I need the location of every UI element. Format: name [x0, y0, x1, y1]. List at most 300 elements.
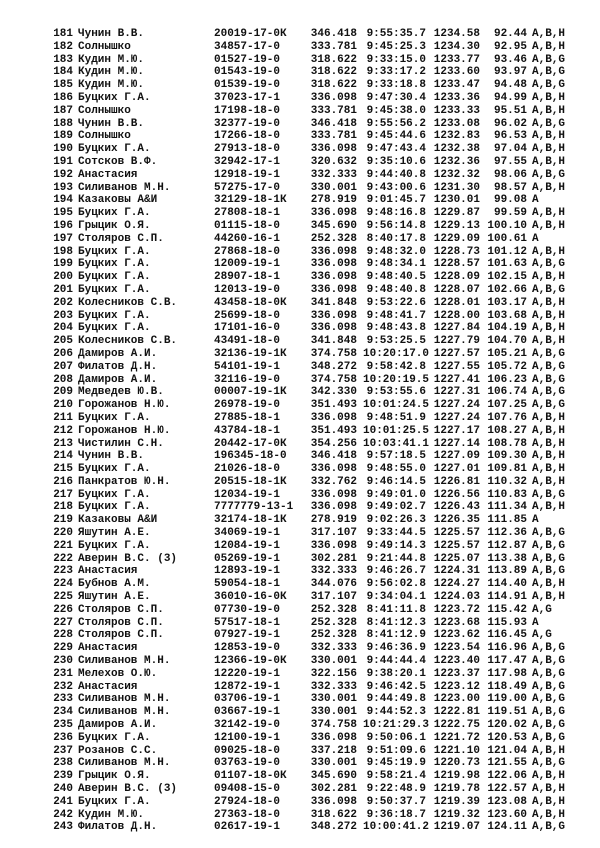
fancier-name-cell: Анастасия — [78, 565, 138, 578]
ring-number-cell: 12034-19-1 — [214, 488, 281, 501]
arrival-time-cell: 9:56:02.8 — [366, 578, 426, 591]
rank-cell: 241 — [53, 795, 73, 808]
fancier-name-cell: Чунин В.В. — [78, 450, 145, 463]
result-row — [0, 130, 600, 143]
result-row — [0, 540, 600, 553]
distance-cell: 336.098 — [310, 91, 357, 104]
rank-cell: 198 — [53, 245, 73, 258]
ring-number-cell: 12366-19-0К — [214, 655, 287, 668]
groups-cell: A,B,G — [532, 565, 566, 578]
fancier-name-cell: Буцких Г.А. — [78, 731, 151, 744]
points-cell: 104.70 — [487, 335, 527, 348]
ring-number-cell: 01543-19-0 — [214, 66, 281, 79]
distance-cell: 342.330 — [310, 386, 357, 399]
speed-cell: 1219.32 — [433, 808, 480, 821]
distance-cell: 332.762 — [310, 475, 357, 488]
ring-number-cell: 27363-18-0 — [214, 808, 281, 821]
arrival-time-cell: 10:03:41.1 — [363, 437, 430, 450]
distance-cell: 336.098 — [310, 245, 357, 258]
points-cell: 117.47 — [487, 655, 527, 668]
ring-number-cell: 12893-19-1 — [214, 565, 281, 578]
result-row — [0, 681, 600, 694]
speed-cell: 1229.09 — [433, 232, 480, 245]
groups-cell: A,B,G — [532, 552, 566, 565]
ring-number-cell: 43458-18-0К — [214, 296, 287, 309]
distance-cell: 278.919 — [310, 194, 357, 207]
speed-cell: 1223.54 — [433, 642, 480, 655]
points-cell: 108.27 — [487, 424, 527, 437]
distance-cell: 318.622 — [310, 53, 357, 66]
distance-cell: 252.328 — [310, 629, 357, 642]
rank-cell: 238 — [53, 757, 73, 770]
fancier-name-cell: Медведев Ю.В. — [78, 386, 164, 399]
arrival-time-cell: 9:45:19.9 — [366, 757, 426, 770]
arrival-time-cell: 9:33:15.0 — [366, 53, 426, 66]
points-cell: 119.51 — [487, 706, 527, 719]
points-cell: 120.53 — [487, 731, 527, 744]
groups-cell: A,B,H — [532, 808, 566, 821]
rank-cell: 225 — [53, 591, 73, 604]
result-row — [0, 374, 600, 387]
result-row — [0, 745, 600, 758]
result-row — [0, 194, 600, 207]
speed-cell: 1223.40 — [433, 655, 480, 668]
speed-cell: 1227.17 — [433, 424, 480, 437]
fancier-name-cell: Колесников С.В. — [78, 296, 178, 309]
result-row — [0, 693, 600, 706]
arrival-time-cell: 9:46:14.5 — [366, 475, 426, 488]
arrival-time-cell: 9:45:25.3 — [366, 40, 426, 53]
points-cell: 121.55 — [487, 757, 527, 770]
groups-cell: A,B,H — [532, 309, 566, 322]
distance-cell: 346.418 — [310, 117, 357, 130]
rank-cell: 237 — [53, 744, 73, 757]
rank-cell: 243 — [53, 821, 73, 834]
distance-cell: 345.690 — [310, 219, 357, 232]
result-row — [0, 489, 600, 502]
groups-cell: A,B,G — [532, 693, 566, 706]
distance-cell: 374.758 — [310, 719, 357, 732]
speed-cell: 1224.31 — [433, 565, 480, 578]
points-cell: 98.06 — [493, 168, 527, 181]
result-row — [0, 527, 600, 540]
result-row — [0, 770, 600, 783]
speed-cell: 1228.57 — [433, 258, 480, 271]
ring-number-cell: 37023-17-1 — [214, 91, 281, 104]
ring-number-cell: 01527-19-0 — [214, 53, 281, 66]
fancier-name-cell: Дамиров А.И. — [78, 719, 158, 732]
rank-cell: 211 — [53, 411, 73, 424]
fancier-name-cell: Анастасия — [78, 642, 138, 655]
arrival-time-cell: 9:46:42.5 — [366, 680, 426, 693]
fancier-name-cell: Чунин В.В. — [78, 117, 145, 130]
arrival-time-cell: 9:33:18.8 — [366, 79, 426, 92]
groups-cell: A,B,H — [532, 424, 566, 437]
groups-cell: A,B,H — [532, 501, 566, 514]
rank-cell: 235 — [53, 719, 73, 732]
arrival-time-cell: 9:48:55.0 — [366, 463, 426, 476]
speed-cell: 1225.07 — [433, 552, 480, 565]
ring-number-cell: 32116-19-0 — [214, 373, 281, 386]
speed-cell: 1226.35 — [433, 514, 480, 527]
points-cell: 99.59 — [493, 207, 527, 220]
points-cell: 122.57 — [487, 783, 527, 796]
speed-cell: 1221.10 — [433, 744, 480, 757]
fancier-name-cell: Буцких Г.А. — [78, 143, 151, 156]
result-row — [0, 105, 600, 118]
rank-cell: 183 — [53, 53, 73, 66]
groups-cell: A,B,G — [532, 168, 566, 181]
ring-number-cell: 21026-18-0 — [214, 463, 281, 476]
arrival-time-cell: 9:57:18.5 — [366, 450, 426, 463]
points-cell: 100.61 — [487, 232, 527, 245]
distance-cell: 330.001 — [310, 693, 357, 706]
groups-cell: A,B,H — [532, 28, 566, 40]
result-row — [0, 438, 600, 451]
speed-cell: 1219.07 — [433, 821, 480, 834]
rank-cell: 196 — [53, 219, 73, 232]
speed-cell: 1224.27 — [433, 578, 480, 591]
distance-cell: 374.758 — [310, 373, 357, 386]
points-cell: 98.57 — [493, 181, 527, 194]
points-cell: 108.78 — [487, 437, 527, 450]
result-row — [0, 783, 600, 796]
result-row — [0, 156, 600, 169]
ring-number-cell: 17101-16-0 — [214, 322, 281, 335]
distance-cell: 336.098 — [310, 207, 357, 220]
fancier-name-cell: Аверин В.С. (3) — [78, 783, 178, 796]
ring-number-cell: 12872-19-1 — [214, 680, 281, 693]
speed-cell: 1222.81 — [433, 706, 480, 719]
fancier-name-cell: Силиванов М.Н. — [78, 706, 171, 719]
rank-cell: 219 — [53, 514, 73, 527]
result-row — [0, 143, 600, 156]
points-cell: 92.44 — [493, 28, 527, 40]
points-cell: 97.04 — [493, 143, 527, 156]
distance-cell: 317.107 — [310, 527, 357, 540]
distance-cell: 354.256 — [310, 437, 357, 450]
points-cell: 118.49 — [487, 680, 527, 693]
ring-number-cell: 43491-18-0 — [214, 335, 281, 348]
ring-number-cell: 01539-19-0 — [214, 79, 281, 92]
fancier-name-cell: Буцких Г.А. — [78, 207, 151, 220]
speed-cell: 1233.08 — [433, 117, 480, 130]
groups-cell: A,G — [532, 629, 552, 642]
groups-cell: A,B,H — [532, 296, 566, 309]
arrival-time-cell: 9:45:44.6 — [366, 130, 426, 143]
ring-number-cell: 12220-19-1 — [214, 667, 281, 680]
fancier-name-cell: Столяров С.П. — [78, 629, 164, 642]
result-row — [0, 501, 600, 514]
rank-cell: 229 — [53, 642, 73, 655]
result-row — [0, 757, 600, 770]
speed-cell: 1232.83 — [433, 130, 480, 143]
points-cell: 124.11 — [487, 821, 527, 834]
arrival-time-cell: 9:49:01.0 — [366, 488, 426, 501]
points-cell: 123.60 — [487, 808, 527, 821]
distance-cell: 333.781 — [310, 40, 357, 53]
result-row — [0, 220, 600, 233]
rank-cell: 199 — [53, 258, 73, 271]
arrival-time-cell: 10:00:41.2 — [363, 821, 430, 834]
groups-cell: A,B,H — [532, 181, 566, 194]
result-row — [0, 809, 600, 822]
speed-cell: 1227.55 — [433, 360, 480, 373]
rank-cell: 217 — [53, 488, 73, 501]
ring-number-cell: 20515-18-1К — [214, 475, 287, 488]
distance-cell: 318.622 — [310, 808, 357, 821]
rank-cell: 213 — [53, 437, 73, 450]
rank-cell: 224 — [53, 578, 73, 591]
ring-number-cell: 26978-19-0 — [214, 399, 281, 412]
ring-number-cell: 27868-18-0 — [214, 245, 281, 258]
arrival-time-cell: 9:44:49.8 — [366, 693, 426, 706]
result-row — [0, 348, 600, 361]
fancier-name-cell: Буцких Г.А. — [78, 309, 151, 322]
rank-cell: 191 — [53, 155, 73, 168]
distance-cell: 336.098 — [310, 488, 357, 501]
rank-cell: 195 — [53, 207, 73, 220]
fancier-name-cell: Дамиров А.И. — [78, 373, 158, 386]
result-row — [0, 476, 600, 489]
rank-cell: 186 — [53, 91, 73, 104]
result-row — [0, 79, 600, 92]
distance-cell: 252.328 — [310, 603, 357, 616]
fancier-name-cell: Буцких Г.А. — [78, 488, 151, 501]
groups-cell: A,B,H — [532, 322, 566, 335]
arrival-time-cell: 9:44:40.8 — [366, 168, 426, 181]
arrival-time-cell: 10:20:17.0 — [363, 347, 430, 360]
groups-cell: A,B,H — [532, 450, 566, 463]
distance-cell: 336.098 — [310, 271, 357, 284]
arrival-time-cell: 9:50:37.7 — [366, 795, 426, 808]
points-cell: 112.36 — [487, 527, 527, 540]
distance-cell: 336.098 — [310, 501, 357, 514]
distance-cell: 332.333 — [310, 565, 357, 578]
arrival-time-cell: 9:53:55.6 — [366, 386, 426, 399]
result-row — [0, 425, 600, 438]
fancier-name-cell: Анастасия — [78, 168, 138, 181]
arrival-time-cell: 9:51:09.6 — [366, 744, 426, 757]
distance-cell: 318.622 — [310, 66, 357, 79]
points-cell: 111.85 — [487, 514, 527, 527]
result-row — [0, 565, 600, 578]
speed-cell: 1233.60 — [433, 66, 480, 79]
fancier-name-cell: Анастасия — [78, 680, 138, 693]
result-row — [0, 233, 600, 246]
rank-cell: 227 — [53, 616, 73, 629]
fancier-name-cell: Буцких Г.А. — [78, 501, 151, 514]
distance-cell: 336.098 — [310, 258, 357, 271]
arrival-time-cell: 9:48:51.9 — [366, 411, 426, 424]
fancier-name-cell: Колесников С.В. — [78, 335, 178, 348]
fancier-name-cell: Буцких Г.А. — [78, 271, 151, 284]
speed-cell: 1223.62 — [433, 629, 480, 642]
fancier-name-cell: Буцких Г.А. — [78, 283, 151, 296]
rank-cell: 188 — [53, 117, 73, 130]
points-cell: 100.10 — [487, 219, 527, 232]
result-row — [0, 553, 600, 566]
distance-cell: 344.076 — [310, 578, 357, 591]
fancier-name-cell: Розанов С.С. — [78, 744, 158, 757]
ring-number-cell: 27913-18-0 — [214, 143, 281, 156]
ring-number-cell: 27924-18-0 — [214, 795, 281, 808]
groups-cell: A — [532, 232, 539, 245]
arrival-time-cell: 9:45:38.0 — [366, 104, 426, 117]
fancier-name-cell: Панкратов Ю.Н. — [78, 475, 171, 488]
arrival-time-cell: 9:36:18.7 — [366, 808, 426, 821]
ring-number-cell: 12918-19-1 — [214, 168, 281, 181]
distance-cell: 332.333 — [310, 680, 357, 693]
rank-cell: 190 — [53, 143, 73, 156]
ring-number-cell: 17198-18-0 — [214, 104, 281, 117]
fancier-name-cell: Дамиров А.И. — [78, 347, 158, 360]
points-cell: 107.25 — [487, 399, 527, 412]
result-row — [0, 182, 600, 195]
rank-cell: 234 — [53, 706, 73, 719]
groups-cell: A,B,H — [532, 104, 566, 117]
fancier-name-cell: Столяров С.П. — [78, 232, 164, 245]
fancier-name-cell: Силиванов М.Н. — [78, 655, 171, 668]
distance-cell: 332.333 — [310, 642, 357, 655]
groups-cell: A,B,G — [532, 642, 566, 655]
rank-cell: 231 — [53, 667, 73, 680]
result-row — [0, 54, 600, 67]
arrival-time-cell: 10:01:25.5 — [363, 424, 430, 437]
arrival-time-cell: 9:43:00.6 — [366, 181, 426, 194]
ring-number-cell: 28907-18-1 — [214, 271, 281, 284]
distance-cell: 330.001 — [310, 655, 357, 668]
speed-cell: 1227.79 — [433, 335, 480, 348]
groups-cell: A,B,G — [532, 258, 566, 271]
points-cell: 117.98 — [487, 667, 527, 680]
ring-number-cell: 32377-19-0 — [214, 117, 281, 130]
distance-cell: 302.281 — [310, 552, 357, 565]
speed-cell: 1219.39 — [433, 795, 480, 808]
groups-cell: A,B,H — [532, 795, 566, 808]
result-row — [0, 578, 600, 591]
arrival-time-cell: 9:33:44.5 — [366, 527, 426, 540]
rank-cell: 201 — [53, 283, 73, 296]
result-row — [0, 463, 600, 476]
ring-number-cell: 27885-18-1 — [214, 411, 281, 424]
ring-number-cell: 12084-19-1 — [214, 539, 281, 552]
groups-cell: A,B,G — [532, 283, 566, 296]
points-cell: 103.17 — [487, 296, 527, 309]
rank-cell: 239 — [53, 770, 73, 783]
fancier-name-cell: Силиванов М.Н. — [78, 181, 171, 194]
ring-number-cell: 09408-15-0 — [214, 783, 281, 796]
groups-cell: A,B,H — [532, 130, 566, 143]
ring-number-cell: 57517-18-1 — [214, 616, 281, 629]
points-cell: 99.08 — [493, 194, 527, 207]
fancier-name-cell: Кудин М.Ю. — [78, 66, 145, 79]
groups-cell: A,B,G — [532, 667, 566, 680]
rank-cell: 210 — [53, 399, 73, 412]
rank-cell: 214 — [53, 450, 73, 463]
distance-cell: 336.098 — [310, 731, 357, 744]
arrival-time-cell: 9:46:26.7 — [366, 565, 426, 578]
ring-number-cell: 03667-19-1 — [214, 706, 281, 719]
result-row — [0, 668, 600, 681]
points-cell: 102.66 — [487, 283, 527, 296]
speed-cell: 1225.57 — [433, 527, 480, 540]
arrival-time-cell: 9:48:34.1 — [366, 258, 426, 271]
result-row — [0, 246, 600, 259]
fancier-name-cell: Горожанов Н.Ю. — [78, 399, 171, 412]
fancier-name-cell: Буцких Г.А. — [78, 245, 151, 258]
speed-cell: 1230.01 — [433, 194, 480, 207]
points-cell: 96.53 — [493, 130, 527, 143]
points-cell: 97.55 — [493, 155, 527, 168]
result-row — [0, 92, 600, 105]
points-cell: 93.46 — [493, 53, 527, 66]
arrival-time-cell: 9:47:43.4 — [366, 143, 426, 156]
arrival-time-cell: 9:01:45.7 — [366, 194, 426, 207]
fancier-name-cell: Аверин В.С. (3) — [78, 552, 178, 565]
points-cell: 114.91 — [487, 591, 527, 604]
rank-cell: 182 — [53, 40, 73, 53]
groups-cell: A,B,G — [532, 731, 566, 744]
result-row — [0, 118, 600, 131]
groups-cell: A,B,G — [532, 347, 566, 360]
distance-cell: 333.781 — [310, 130, 357, 143]
points-cell: 114.40 — [487, 578, 527, 591]
arrival-time-cell: 9:22:48.9 — [366, 783, 426, 796]
points-cell: 101.63 — [487, 258, 527, 271]
ring-number-cell: 12009-19-1 — [214, 258, 281, 271]
rank-cell: 220 — [53, 527, 73, 540]
points-cell: 102.15 — [487, 271, 527, 284]
points-cell: 106.74 — [487, 386, 527, 399]
speed-cell: 1227.14 — [433, 437, 480, 450]
rank-cell: 232 — [53, 680, 73, 693]
points-cell: 115.93 — [487, 616, 527, 629]
distance-cell: 336.098 — [310, 322, 357, 335]
fancier-name-cell: Сотсков В.Ф. — [78, 155, 158, 168]
result-row — [0, 655, 600, 668]
speed-cell: 1233.77 — [433, 53, 480, 66]
points-cell: 112.87 — [487, 539, 527, 552]
arrival-time-cell: 9:02:26.3 — [366, 514, 426, 527]
groups-cell: A,B,G — [532, 66, 566, 79]
rank-cell: 233 — [53, 693, 73, 706]
distance-cell: 346.418 — [310, 28, 357, 40]
result-row — [0, 399, 600, 412]
arrival-time-cell: 9:48:40.5 — [366, 271, 426, 284]
result-row — [0, 642, 600, 655]
groups-cell: A,B,H — [532, 245, 566, 258]
rank-cell: 205 — [53, 335, 73, 348]
points-cell: 122.06 — [487, 770, 527, 783]
groups-cell: A,B,H — [532, 591, 566, 604]
fancier-name-cell: Солнышко — [78, 104, 131, 117]
groups-cell: A,B,G — [532, 373, 566, 386]
ring-number-cell: 20019-17-0К — [214, 28, 287, 40]
distance-cell: 252.328 — [310, 616, 357, 629]
distance-cell: 348.272 — [310, 821, 357, 834]
groups-cell: A,B,H — [532, 578, 566, 591]
distance-cell: 317.107 — [310, 591, 357, 604]
result-row — [0, 412, 600, 425]
distance-cell: 336.098 — [310, 283, 357, 296]
points-cell: 115.42 — [487, 603, 527, 616]
result-row — [0, 719, 600, 732]
points-cell: 96.02 — [493, 117, 527, 130]
fancier-name-cell: Буцких Г.А. — [78, 258, 151, 271]
fancier-name-cell: Буцких Г.А. — [78, 795, 151, 808]
distance-cell: 348.272 — [310, 360, 357, 373]
